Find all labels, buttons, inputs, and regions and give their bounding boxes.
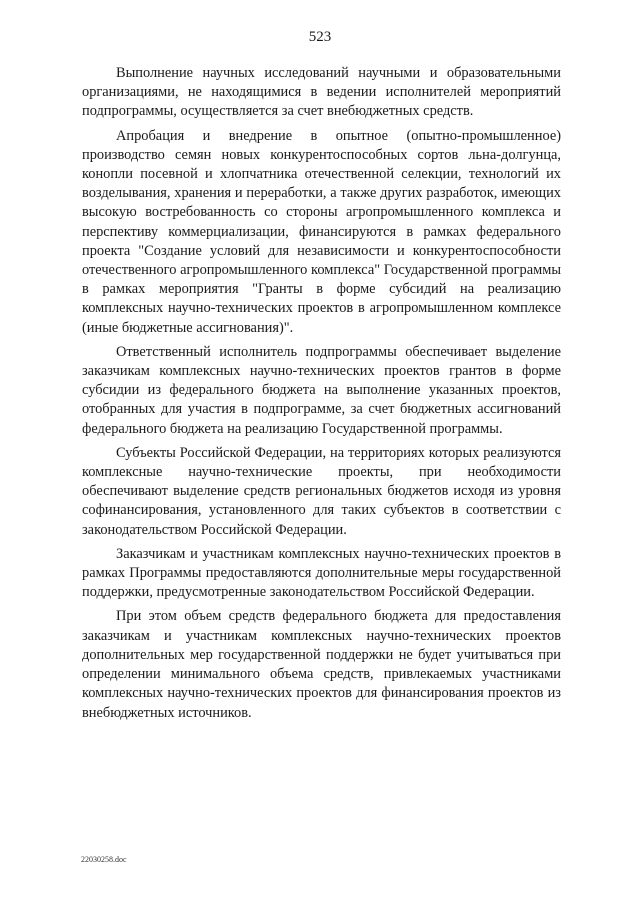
paragraph-responsible-executor: Ответственный исполнитель подпрограммы обеспечивает выделение заказчикам комплексных научно-технических проектов грантов в форме субсидии из федерального бюджета на выполнение указанных проектов, отобранных для участия в подпрограмме, за счет бюджетных ассигнований федерального бюджета на реализацию Государственной программы. [82, 343, 561, 437]
paragraph-funding-research: Выполнение научных исследований научными и образовательными организациями, не находящимися в ведении исполнителей мероприятий подпрограммы, осуществляется за счет внебюджетных средств. [82, 65, 561, 120]
paragraph-approbation: Апробация и внедрение в опытное (опытно-промышленное) производство семян новых конкурентоспособных сортов льна-долгунца, конопли посевной и хлопчатника отечественной селекции, технологий их возделывания, хранения и переработки, а также других разработок, имеющих высокую востребованность со стороны агропромышленного комплекса и перспективу коммерциализации, финансируются в рамках федерального проекта "Создание условий для независимости и конкурентоспособности отечественного агропромышленного комплекса" Государственной программы в рамках мероприятия "Гранты в форме субсидий на реализацию комплексных научно-технических проектов в агропромышленном комплексе (иные бюджетные ассигнования)". [82, 127, 561, 336]
paragraph-federal-subjects: Субъекты Российской Федерации, на территориях которых реализуются комплексные научно-технические проекты, при необходимости обеспечивают выделение средств региональных бюджетов исходя из уровня софинансирования, установленного для таких субъектов в соответствии с законодательством Российской Федерации. [82, 444, 561, 538]
paragraph-budget-volume: При этом объем средств федерального бюджета для предоставления заказчикам и участникам комплексных научно-технических проектов дополнительных мер государственной поддержки не будет учитываться при определении минимального объема средств, привлекаемых участниками комплексных научно-технических проектов для финансирования проектов из внебюджетных источников. [82, 608, 561, 721]
document-body [82, 64, 561, 723]
page-number: 523 [308, 29, 332, 45]
footer-document-code: 22030258.doc [81, 855, 127, 864]
paragraph-support-measures: Заказчикам и участникам комплексных научно-технических проектов в рамках Программы предоставляются дополнительные меры государственной поддержки, предусмотренные законодательством Российской Федерации. [82, 545, 561, 601]
